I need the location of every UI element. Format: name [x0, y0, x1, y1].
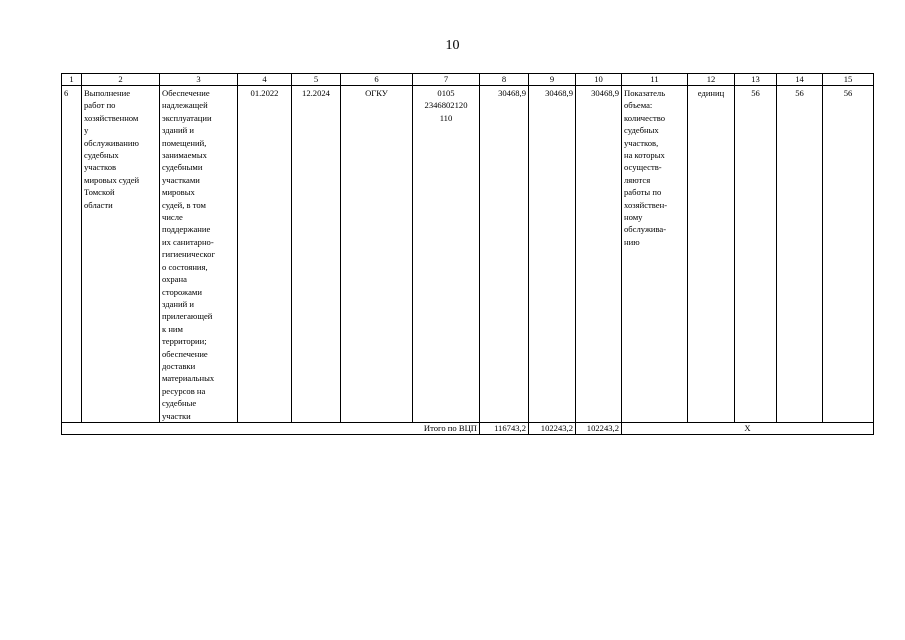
header-cell: 13: [735, 74, 777, 86]
description-line: прилегающей: [162, 311, 213, 322]
indicator-name-cell: [622, 86, 688, 423]
description-line: помещений,: [162, 137, 207, 148]
description-line: зданий и: [162, 298, 194, 309]
description-line: судебные: [162, 398, 197, 409]
indicator-value-cell: 56: [777, 86, 823, 423]
indicator-line: нию: [624, 236, 640, 247]
description-line: Обеспечение: [162, 88, 210, 98]
description-line: эксплуатации: [162, 112, 212, 123]
description-line: участки: [162, 410, 191, 421]
activity-description-cell: [160, 86, 238, 423]
amount-cell: 30468,9: [576, 86, 622, 423]
task-name-line: Томской: [84, 187, 115, 198]
indicator-line: осуществ-: [624, 162, 662, 173]
indicator-line: объема:: [624, 100, 653, 111]
description-line: к ним: [162, 323, 183, 334]
header-cell: 4: [238, 74, 292, 86]
indicator-line: Показатель: [624, 88, 666, 98]
header-cell: 2: [82, 74, 160, 86]
description-line: материальных: [162, 373, 215, 384]
total-mark-cell: Х: [622, 422, 874, 434]
unit-cell: единиц: [688, 86, 735, 423]
description-line: обеспечение: [162, 348, 208, 359]
header-cell: 7: [413, 74, 480, 86]
executor-cell: ОГКУ: [341, 86, 413, 423]
indicator-value-cell: 56: [735, 86, 777, 423]
header-row: [62, 74, 874, 86]
header-cell: 3: [160, 74, 238, 86]
description-line: занимаемых: [162, 150, 207, 161]
header-cell: 12: [688, 74, 735, 86]
budget-code-cell: [413, 86, 480, 423]
indicator-line: хозяйствен-: [624, 199, 668, 210]
budget-code-line: 0105: [437, 88, 455, 98]
page-number: 10: [445, 38, 460, 53]
description-line: охрана: [162, 274, 187, 285]
indicator-value-cell: 56: [823, 86, 874, 423]
task-name-line: участков: [84, 162, 117, 173]
row-number-cell: 6: [62, 86, 82, 423]
total-row: [62, 422, 874, 434]
description-line: судей, в том: [162, 199, 206, 210]
task-name-line: у: [84, 125, 89, 136]
program-table: [61, 73, 874, 435]
description-line: их санитарно-: [162, 236, 214, 247]
header-cell: 1: [62, 74, 82, 86]
description-line: надлежащей: [162, 100, 208, 111]
description-line: мировых: [162, 187, 195, 198]
description-line: территории;: [162, 336, 207, 347]
header-cell: 15: [823, 74, 874, 86]
total-amount-cell: 116743,2: [480, 422, 529, 434]
indicator-line: ляются: [624, 174, 651, 185]
header-cell: 14: [777, 74, 823, 86]
task-name-line: Выполнение: [84, 88, 131, 98]
description-line: гигиеническог: [162, 249, 215, 260]
description-line: ресурсов на: [162, 385, 206, 396]
task-name-line: мировых судей: [84, 174, 140, 185]
description-line: доставки: [162, 360, 196, 371]
indicator-line: работы по: [624, 187, 662, 198]
description-line: судебными: [162, 162, 203, 173]
indicator-line: судебных: [624, 125, 659, 136]
task-name-line: области: [84, 199, 113, 210]
total-amount-cell: 102243,2: [529, 422, 576, 434]
amount-cell: 30468,9: [529, 86, 576, 423]
table-row: [62, 86, 874, 423]
description-line: поддержание: [162, 224, 211, 235]
indicator-line: количество: [624, 112, 666, 123]
total-amount-cell: 102243,2: [576, 422, 622, 434]
indicator-line: обслужива-: [624, 224, 667, 235]
description-line: участками: [162, 174, 200, 185]
header-cell: 9: [529, 74, 576, 86]
total-label: Итого по ВЦП: [62, 422, 480, 434]
description-line: сторожами: [162, 286, 202, 297]
description-line: числе: [162, 212, 183, 223]
header-cell: 11: [622, 74, 688, 86]
amount-cell: 30468,9: [480, 86, 529, 423]
task-name-line: обслуживанию: [84, 137, 139, 148]
task-name-line: судебных: [84, 150, 119, 161]
header-cell: 10: [576, 74, 622, 86]
description-line: о состояния,: [162, 261, 208, 272]
indicator-line: ному: [624, 212, 643, 223]
start-date-cell: 01.2022: [238, 86, 292, 423]
indicator-line: на которых: [624, 150, 665, 161]
header-cell: 5: [292, 74, 341, 86]
task-name-cell: [82, 86, 160, 423]
task-name-line: хозяйственном: [84, 112, 139, 123]
header-cell: 8: [480, 74, 529, 86]
description-line: зданий и: [162, 125, 194, 136]
indicator-line: участков,: [624, 137, 659, 148]
end-date-cell: 12.2024: [292, 86, 341, 423]
budget-code-line: 2346802120: [424, 100, 468, 111]
budget-code-line: 110: [439, 112, 453, 123]
header-cell: 6: [341, 74, 413, 86]
task-name-line: работ по: [84, 100, 116, 111]
